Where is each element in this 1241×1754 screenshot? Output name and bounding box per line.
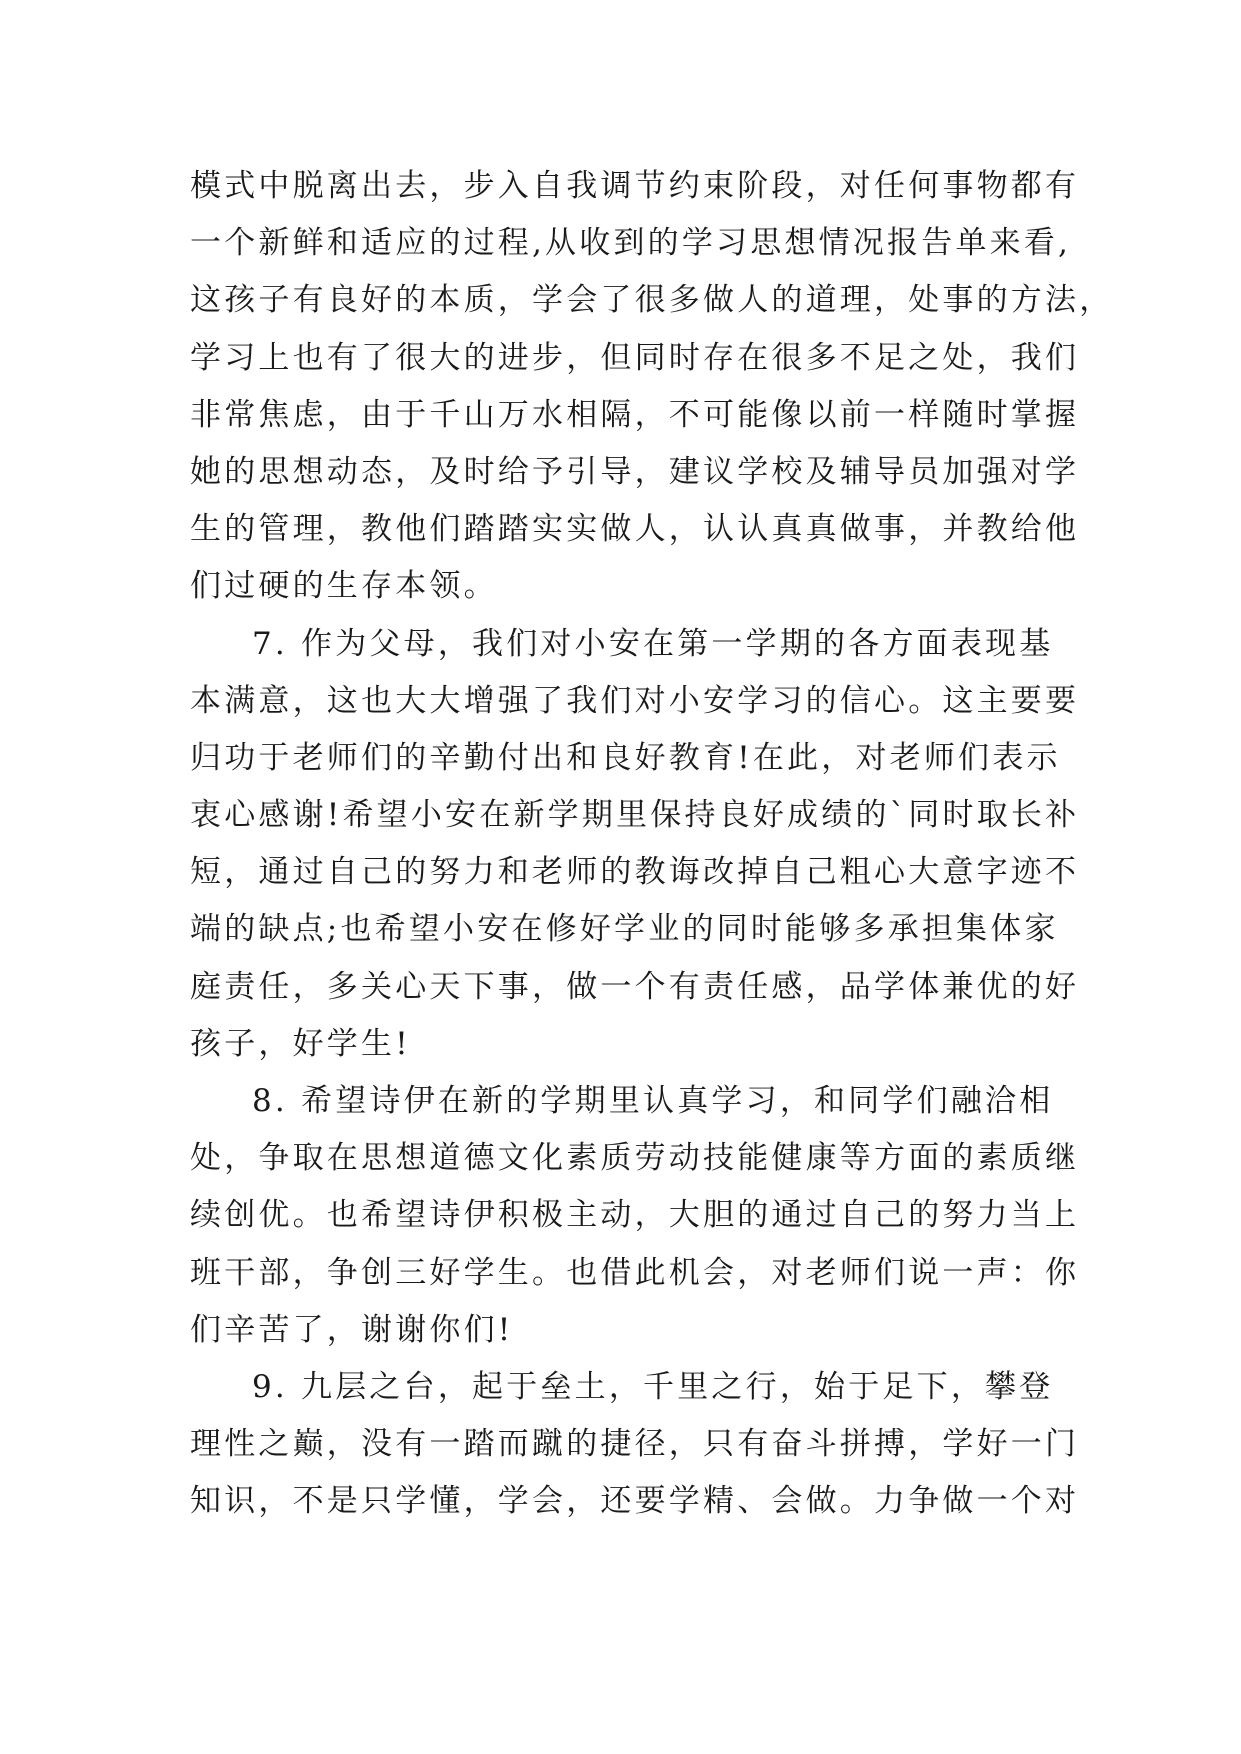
text-line: 们过硬的生存本领。 — [190, 568, 498, 605]
text-line: 理性之巅，没有一踏而蹴的捷径，只有奋斗拼搏，学好一门 — [190, 1426, 1080, 1463]
text-line: 非常焦虑，由于千山万水相隔，不可能像以前一样随时掌握 — [190, 396, 1080, 433]
text-line: 短，通过自己的努力和老师的教诲改掉自己粗心大意字迹不 — [190, 854, 1080, 891]
text-line: 处，争取在思想道德文化素质劳动技能健康等方面的素质继 — [190, 1140, 1080, 1177]
paragraph-9-start: 9. 九层之台，起于垒土，千里之行，始于足下，攀登 — [252, 1368, 1054, 1405]
text-line: 这孩子有良好的本质，学会了很多做人的道理，处事的方法， — [190, 282, 1114, 319]
text-line: 学习上也有了很大的进步，但同时存在很多不足之处，我们 — [190, 339, 1080, 376]
text-line: 她的思想动态，及时给予引导，建议学校及辅导员加强对学 — [190, 453, 1080, 490]
text-line: 本满意，这也大大增强了我们对小安学习的信心。这主要要 — [190, 682, 1080, 719]
text-line: 孩子，好学生! — [190, 1025, 411, 1062]
text-line: 班干部，争创三好学生。也借此机会，对老师们说一声：你 — [190, 1254, 1080, 1291]
text-line: 衷心感谢!希望小安在新学期里保持良好成绩的`同时取长补 — [190, 797, 1080, 834]
paragraph-8-start: 8. 希望诗伊在新的学期里认真学习，和同学们融洽相 — [252, 1083, 1054, 1119]
body-text — [190, 158, 1114, 1531]
text-line: 庭责任，多关心天下事，做一个有责任感，品学体兼优的好 — [190, 968, 1080, 1005]
text-line: 端的缺点;也希望小安在修好学业的同时能够多承担集体家 — [190, 911, 1059, 948]
text-line: 模式中脱离出去，步入自我调节约束阶段，对任何事物都有 — [190, 168, 1080, 204]
text-line: 知识，不是只学懂，学会，还要学精、会做。力争做一个对 — [190, 1483, 1080, 1520]
paragraph-7-start: 7. 作为父母，我们对小安在第一学期的各方面表现基 — [252, 625, 1054, 662]
text-line: 归功于老师们的辛勤付出和良好教育!在此，对老师们表示 — [190, 739, 1061, 776]
text-line: 生的管理，教他们踏踏实实做人，认认真真做事，并教给他 — [190, 511, 1080, 548]
text-line: 们辛苦了，谢谢你们! — [190, 1311, 514, 1348]
text-line: 续创优。也希望诗伊积极主动，大胆的通过自己的努力当上 — [190, 1197, 1080, 1234]
text-line: 一个新鲜和适应的过程,从收到的学习思想情况报告单来看, — [190, 225, 1072, 262]
